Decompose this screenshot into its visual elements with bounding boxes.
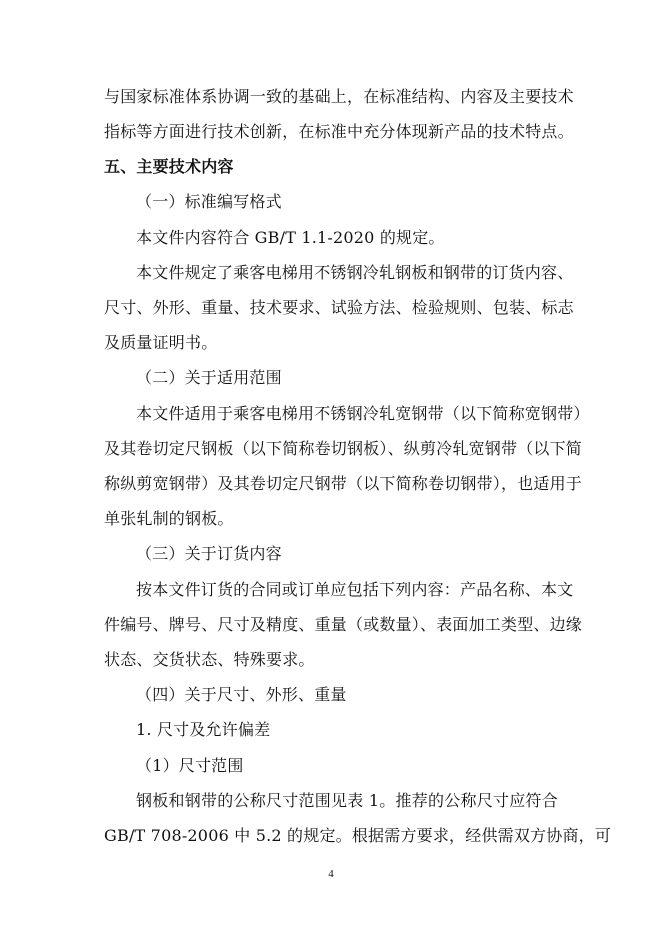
body-text-line: 件编号、牌号、尺寸及精度、重量（或数量）、表面加工类型、边缘 — [104, 615, 583, 634]
body-text-line: 本文件适用于乘客电梯用不锈钢冷轧宽钢带（以下简称宽钢带） — [136, 404, 590, 423]
body-text-line: 及质量证明书。 — [104, 333, 218, 352]
section-heading: 五、主要技术内容 — [104, 157, 234, 176]
subsection-heading: （一）标准编写格式 — [136, 192, 282, 211]
body-text-line: 及其卷切定尺钢板（以下简称卷切钢板）、纵剪冷轧宽钢带（以下简 — [104, 439, 583, 458]
body-text-line: 状态、交货状态、特殊要求。 — [104, 650, 315, 669]
body-text-line: 称纵剪宽钢带）及其卷切定尺钢带（以下简称卷切钢带），也适用于 — [104, 474, 583, 493]
page-number: 4 — [328, 868, 334, 880]
body-text-line: 尺寸、外形、重量、技术要求、试验方法、检验规则、包装、标志 — [104, 298, 574, 317]
item-heading: 1. 尺寸及允许偏差 — [136, 720, 271, 739]
subitem-heading: （1）尺寸范围 — [136, 756, 244, 775]
body-text-line: 本文件内容符合 GB/T 1.1-2020 的规定。 — [136, 228, 445, 247]
body-text-line: 指标等方面进行技术创新，在标准中充分体现新产品的技术特点。 — [104, 122, 574, 141]
body-text-line: 本文件规定了乘客电梯用不锈钢冷轧钢板和钢带的订货内容、 — [136, 263, 574, 282]
subsection-heading: （三）关于订货内容 — [136, 544, 282, 563]
subsection-heading: （二）关于适用范围 — [136, 368, 282, 387]
body-text-line: 按本文件订货的合同或订单应包括下列内容：产品名称、本文 — [136, 580, 574, 599]
body-text-line: 钢板和钢带的公称尺寸范围见表 1。推荐的公称尺寸应符合 — [136, 791, 558, 810]
body-text-line: 单张轧制的钢板。 — [104, 509, 234, 528]
subsection-heading: （四）关于尺寸、外形、重量 — [136, 685, 347, 704]
body-text-line: 与国家标准体系协调一致的基础上，在标准结构、内容及主要技术 — [104, 87, 574, 106]
body-text-line: GB/T 708-2006 中 5.2 的规定。根据需方要求，经供需双方协商，可 — [104, 826, 612, 845]
